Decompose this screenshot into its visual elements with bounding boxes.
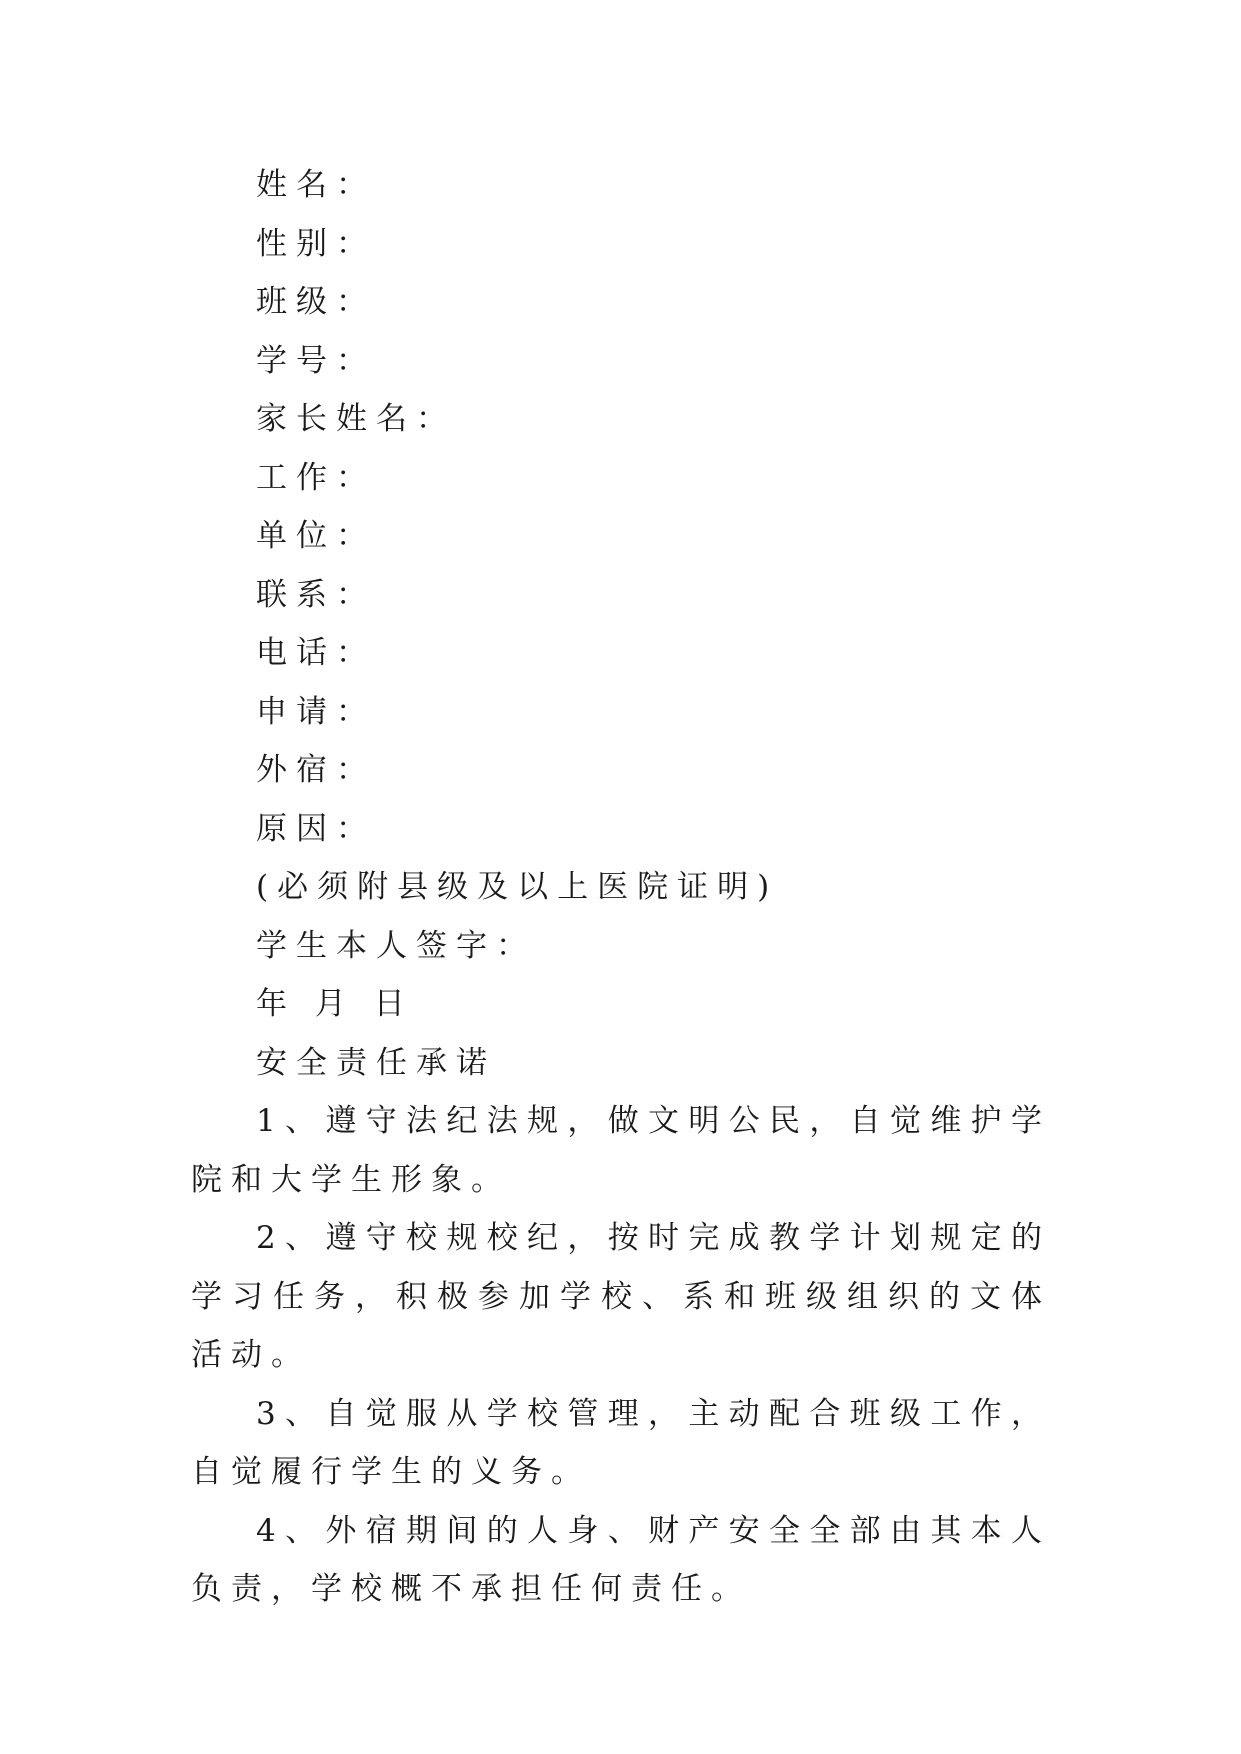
field-off-campus: 外宿： <box>256 752 376 788</box>
field-work: 工作： <box>256 459 376 496</box>
commitment-item: 2、遵守校规校纪，按时完成教学计划规定的学习任务，积极参加学校、系和班级组织的文体活动。 <box>191 1220 1051 1373</box>
section-title: 安全责任承诺 <box>256 1044 496 1081</box>
field-parent-name: 家长姓名： <box>256 401 456 437</box>
commitment-item: 3、自觉服从学校管理，主动配合班级工作，自觉履行学生的义务。 <box>191 1395 1051 1490</box>
field-gender: 性别： <box>256 225 376 262</box>
field-student-signature: 学生本人签字： <box>256 927 536 964</box>
commitment-item: 4、外宿期间的人身、财产安全全部由其本人负责，学校概不承担任何责任。 <box>191 1512 1051 1607</box>
field-contact: 联系： <box>256 576 376 613</box>
commitment-item: 1、遵守法纪法规，做文明公民，自觉维护学院和大学生形象。 <box>191 1103 1051 1198</box>
field-class: 班级： <box>256 284 376 320</box>
field-unit: 单位： <box>256 518 376 554</box>
field-date: 年 月 日 <box>256 986 414 1022</box>
field-phone: 电话： <box>256 635 376 671</box>
hospital-proof-note: (必须附县级及以上医院证明) <box>256 869 779 905</box>
document-content <box>191 156 1051 1619</box>
field-reason: 原因： <box>256 810 376 847</box>
field-apply: 申请： <box>256 693 376 730</box>
field-name: 姓名： <box>256 167 376 203</box>
field-student-id: 学号： <box>256 342 376 379</box>
